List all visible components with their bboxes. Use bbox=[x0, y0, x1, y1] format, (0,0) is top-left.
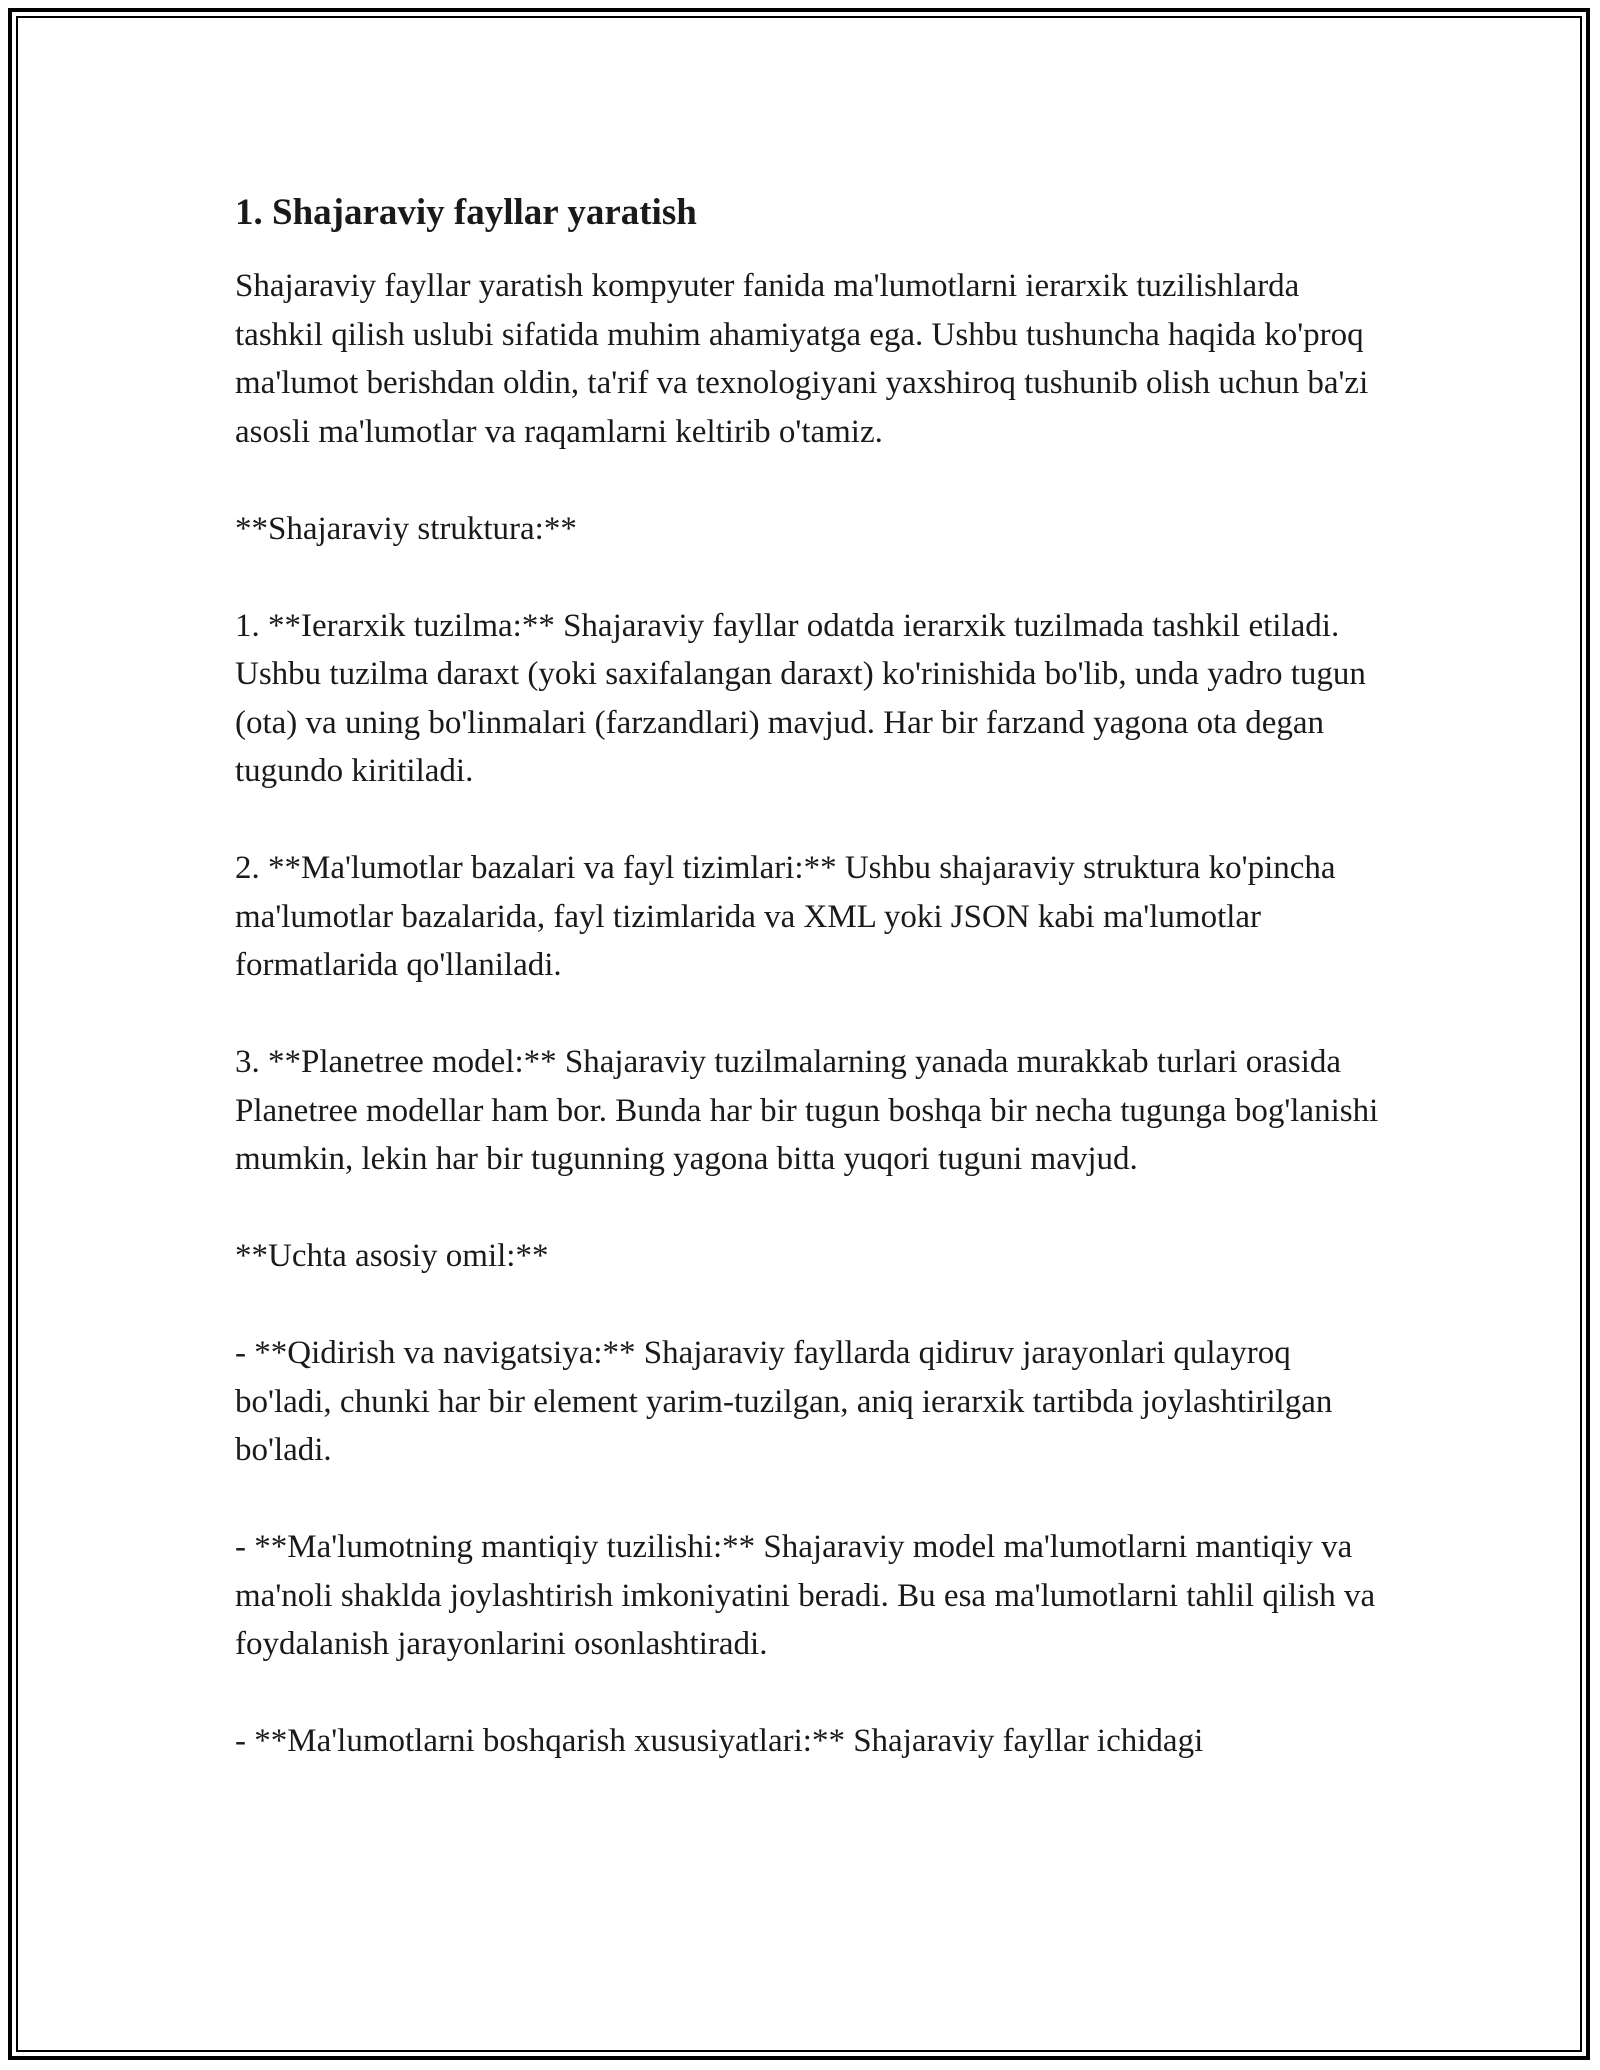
document-title: 1. Shajaraviy fayllar yaratish bbox=[235, 192, 697, 233]
section-heading-structure: **Shajaraviy struktura:** bbox=[235, 510, 577, 547]
list-item-hierarchical-structure: 1. **Ierarxik tuzilma:** Shajaraviy fayllar odatda ierarxik tuzilmada tashkil etiladi. Ushbu tuzilma daraxt (yoki saxifalangan daraxt) ko'rinishida bo'lib, unda yadro tugun (ota) va uning bo'linmalari (farzandlari) mavjud. Har bir farzand yagona ota degan tugundo kiritiladi. bbox=[235, 607, 1366, 789]
bullet-search-navigation: - **Qidirish va navigatsiya:** Shajaraviy fayllarda qidiruv jarayonlari qulayroq bo'ladi, chunki har bir element yarim-tuzilgan, aniq ierarxik tartibda joylashtirilgan bo'ladi. bbox=[235, 1335, 1333, 1468]
section-heading-three-factors: **Uchta asosiy omil:** bbox=[235, 1238, 549, 1274]
bullet-logical-structure: - **Ma'lumotning mantiqiy tuzilishi:** Shajaraviy model ma'lumotlarni mantiqiy va ma'noli shakldа joylashtirish imkoniyatini beradi. Bu esa ma'lumotlarni tahlil qilish va foydalanish jarayonlarini osonlashtiradi. bbox=[235, 1529, 1376, 1662]
list-item-databases-file-systems: 2. **Ma'lumotlar bazalari va fayl tizimlari:** Ushbu shajaraviy struktura ko'pincha ma'lumotlar bazalarida, fayl tizimlarida va XML yoki JSON kabi ma'lumotlar formatlarida qo'llaniladi. bbox=[235, 850, 1336, 983]
document-body bbox=[235, 186, 1380, 1766]
list-item-planetree-model: 3. **Planetree model:** Shajaraviy tuzilmalarning yanada murakkab turlari orasida Planetree modellar ham bor. Bunda har bir tugun boshqa bir necha tugunga bog'lanishi mumkin, lekin har bir tugunning yagona bitta yuqori tuguni mavjud. bbox=[235, 1044, 1379, 1177]
intro-paragraph: Shajaraviy fayllar yaratish kompyuter fanida ma'lumotlarni ierarxik tuzilishlarda tashkil qilish uslubi sifatida muhim ahamiyatga ega. Ushbu tushuncha haqida ko'proq ma'lumot berishdan oldin, ta'rif va texnologiyani yaxshiroq tushunib olish uchun ba'zi asosli ma'lumotlar va raqamlarni keltirib o'tamiz. bbox=[235, 268, 1369, 450]
bullet-data-management: - **Ma'lumotlarni boshqarish xususiyatlari:** Shajaraviy fayllar ichidagi bbox=[235, 1723, 1204, 1759]
